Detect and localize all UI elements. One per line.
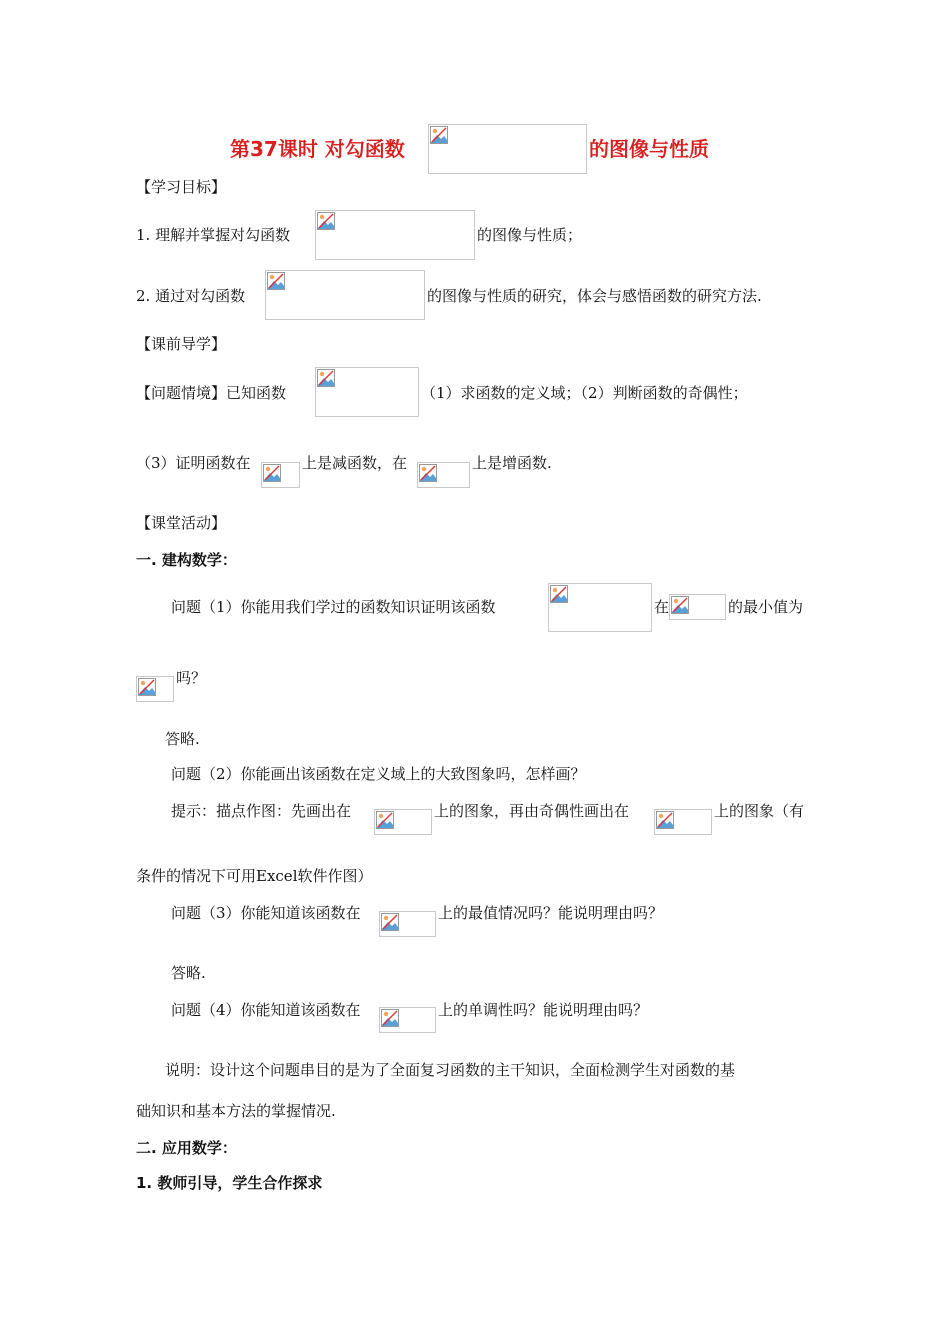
situation-line2-b: 上是减函数，在	[302, 454, 408, 472]
objective-1-tail: 的图像与性质；	[477, 226, 583, 244]
answer-1: 答略.	[165, 730, 200, 748]
formula-image	[315, 210, 475, 260]
part1-heading: 一. 建构数学：	[136, 551, 237, 569]
section-preview: 【课前导学】	[136, 335, 227, 353]
formula-image	[315, 367, 419, 417]
question-1-min: 的最小值为	[728, 598, 804, 616]
broken-image-icon	[656, 811, 674, 829]
situation-line2-a: （3）证明函数在	[136, 454, 251, 472]
note-line-2: 础知识和基本方法的掌握情况.	[136, 1102, 336, 1120]
broken-image-icon	[419, 464, 437, 482]
question-1-in: 在	[654, 598, 670, 616]
formula-image	[654, 809, 712, 835]
broken-image-icon	[317, 212, 335, 230]
broken-image-icon	[263, 464, 281, 482]
part2-heading: 二. 应用数学：	[136, 1139, 237, 1157]
hint-continuation: 条件的情况下可用Excel软件作图）	[136, 867, 373, 885]
question-2: 问题（2）你能画出该函数在定义域上的大致图象吗，怎样画？	[171, 765, 586, 783]
part2-subheading: 1. 教师引导，学生合作探求	[136, 1174, 323, 1192]
question-3-text: 问题（3）你能知道该函数在	[171, 904, 361, 922]
page-title-suffix: 的图像与性质	[589, 137, 709, 161]
answer-3: 答略.	[171, 964, 206, 982]
question-1-text: 问题（1）你能用我们学过的函数知识证明该函数	[171, 598, 496, 616]
formula-image	[379, 911, 436, 937]
hint-end: 上的图象（有	[714, 802, 805, 820]
section-activity: 【课堂活动】	[136, 514, 227, 532]
section-objectives: 【学习目标】	[136, 178, 227, 196]
broken-image-icon	[138, 678, 156, 696]
question-1-end: 吗？	[176, 669, 207, 687]
formula-image	[669, 594, 726, 620]
objective-2-text: 2. 通过对勾函数	[136, 287, 246, 305]
broken-image-icon	[381, 1009, 399, 1027]
hint-middle: 上的图象，再由奇偶性画出在	[434, 802, 630, 820]
formula-image	[548, 583, 652, 632]
objective-1-text: 1. 理解并掌握对勾函数	[136, 226, 291, 244]
broken-image-icon	[376, 811, 394, 829]
situation-questions: （1）求函数的定义域；（2）判断函数的奇偶性；	[421, 384, 748, 402]
broken-image-icon	[671, 596, 689, 614]
objective-2-tail: 的图像与性质的研究，体会与感悟函数的研究方法.	[427, 287, 762, 305]
question-4-text: 问题（4）你能知道该函数在	[171, 1001, 361, 1019]
formula-image	[428, 124, 587, 174]
broken-image-icon	[430, 126, 448, 144]
note-line-1: 说明：设计这个问题串目的是为了全面复习函数的主干知识，全面检测学生对函数的基	[165, 1061, 736, 1079]
broken-image-icon	[381, 913, 399, 931]
broken-image-icon	[550, 585, 568, 603]
broken-image-icon	[267, 272, 285, 290]
formula-image	[265, 270, 425, 320]
hint-text: 提示：描点作图：先画出在	[171, 802, 352, 820]
formula-image	[379, 1007, 436, 1033]
situation-text: 【问题情境】已知函数	[136, 384, 287, 402]
formula-image	[136, 676, 174, 702]
situation-line2-c: 上是增函数.	[472, 454, 552, 472]
question-3-tail: 上的最值情况吗？能说明理由吗？	[438, 904, 664, 922]
broken-image-icon	[317, 369, 335, 387]
formula-image	[261, 462, 300, 488]
formula-image	[417, 462, 470, 488]
question-4-tail: 上的单调性吗？能说明理由吗？	[438, 1001, 649, 1019]
page-title-prefix: 第37课时 对勾函数	[230, 137, 405, 161]
formula-image	[374, 809, 432, 835]
